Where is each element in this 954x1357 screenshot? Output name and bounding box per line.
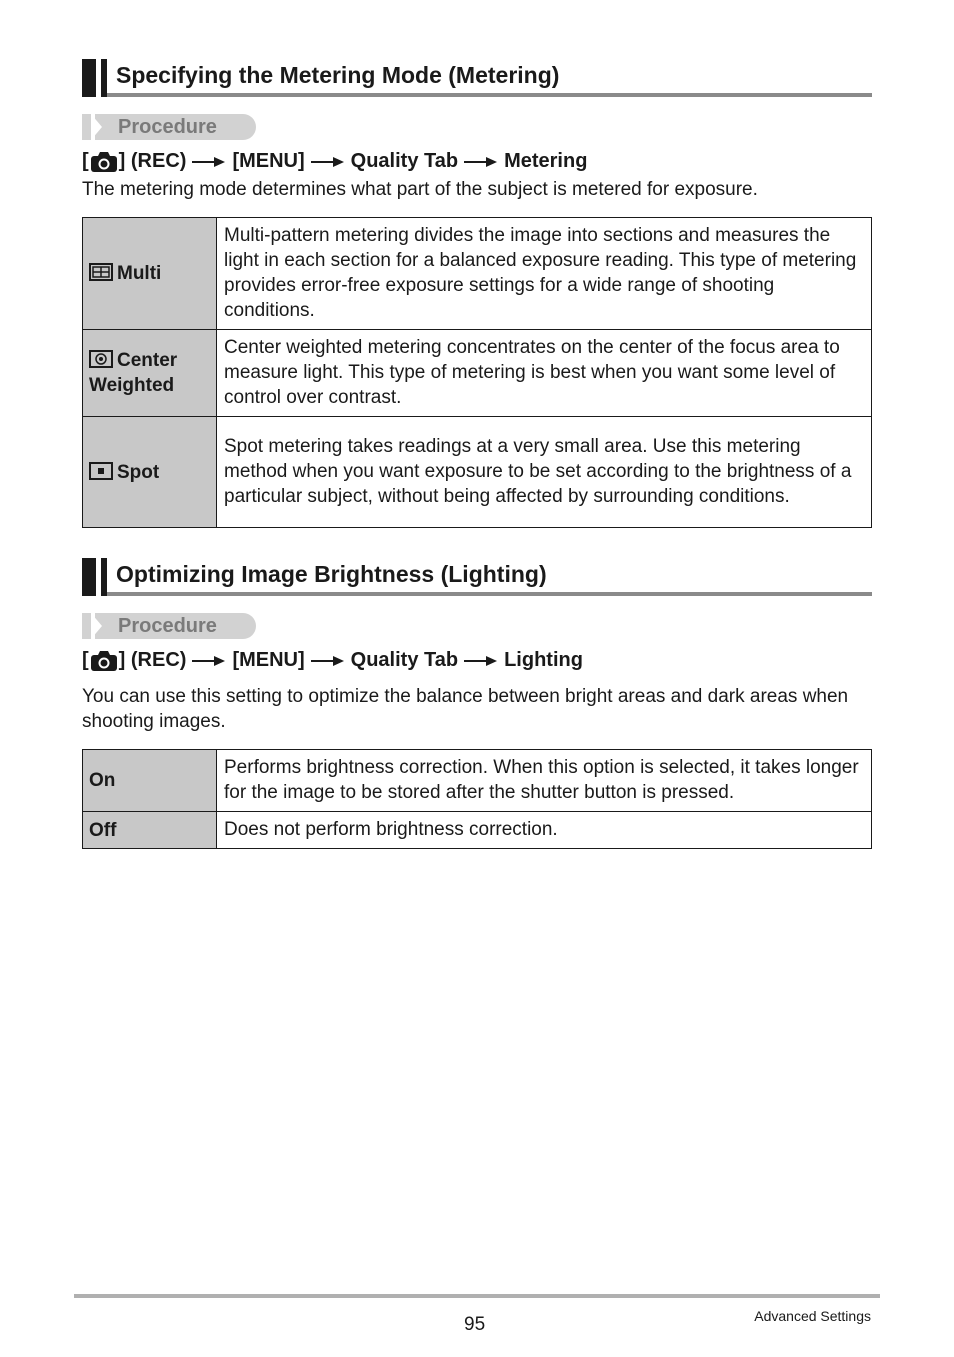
metering-table — [82, 217, 872, 528]
option-description: Spot metering takes readings at a very small area. Use this metering method when you want exposure to be set according to the brightness of a particular subject, without being affected by surrounding conditions. — [217, 417, 872, 528]
procedure-badge — [82, 114, 256, 140]
procedure-label: Procedure — [118, 615, 217, 637]
camera-icon — [90, 151, 118, 173]
arrow-right-icon — [192, 655, 226, 667]
option-description: Multi-pattern metering divides the image into sections and measures the light in each section for a balanced exposure reading. This type of metering provides error-free exposure settings for a wide range of shooting conditions. — [217, 218, 872, 330]
arrow-right-icon — [311, 156, 345, 168]
multi-metering-icon — [89, 263, 113, 281]
option-description: Performs brightness correction. When this option is selected, it takes longer for the image to be stored after the shutter button is pressed. — [217, 750, 872, 812]
section-title: Specifying the Metering Mode (Metering) — [116, 62, 560, 88]
lighting-table — [82, 749, 872, 849]
menu-path: [ ] (REC) [MENU] Quality Tab Lighting — [82, 649, 583, 671]
option-label: Spot — [83, 417, 217, 528]
section-heading — [82, 558, 872, 596]
arrow-right-icon — [311, 655, 345, 667]
option-description: Center weighted metering concentrates on the center of the focus area to measure light. This type of metering is best when you want some level of control over contrast. — [217, 330, 872, 417]
table-row — [83, 750, 872, 812]
section-heading — [82, 59, 872, 97]
option-description: Does not perform brightness correction. — [217, 812, 872, 849]
option-label: Off — [83, 812, 217, 849]
center-weighted-metering-icon — [89, 350, 113, 368]
menu-path: [ ] (REC) [MENU] Quality Tab Metering — [82, 150, 588, 172]
section-description: The metering mode determines what part of the subject is metered for exposure. — [82, 179, 758, 200]
table-row — [83, 218, 872, 330]
option-label: On — [83, 750, 217, 812]
procedure-label: Procedure — [118, 116, 217, 138]
option-label: Multi — [83, 218, 217, 330]
footer-section-name: Advanced Settings — [754, 1308, 871, 1324]
procedure-badge — [82, 613, 256, 639]
arrow-right-icon — [464, 156, 498, 168]
section-metering — [82, 59, 872, 97]
option-label: Center Weighted — [83, 330, 217, 417]
spot-metering-icon — [89, 462, 113, 480]
page-number: 95 — [464, 1314, 486, 1335]
camera-icon — [90, 650, 118, 672]
table-row — [83, 812, 872, 849]
arrow-right-icon — [464, 655, 498, 667]
footer-rule — [74, 1294, 880, 1298]
section-description: You can use this setting to optimize the balance between bright areas and dark areas when shooting images. — [82, 686, 849, 732]
arrow-right-icon — [192, 156, 226, 168]
table-row — [83, 330, 872, 417]
section-title: Optimizing Image Brightness (Lighting) — [116, 561, 547, 587]
section-lighting — [82, 558, 872, 596]
table-row — [83, 417, 872, 528]
